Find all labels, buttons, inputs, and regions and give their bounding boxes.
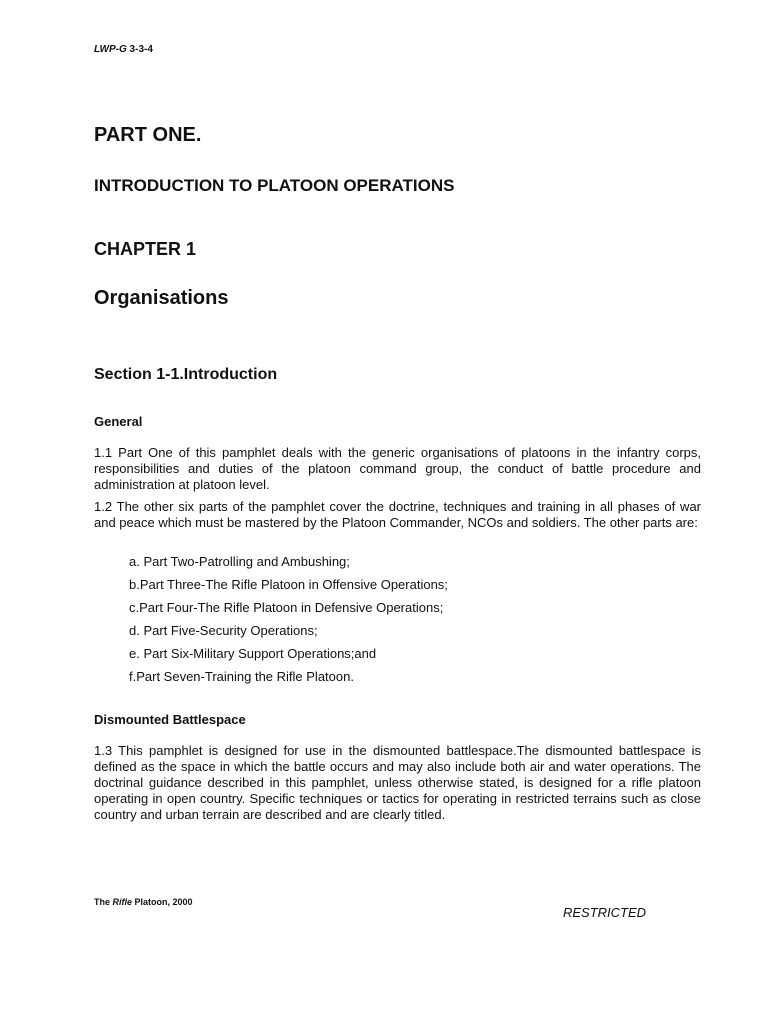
document-id-prefix: LWP-G — [94, 44, 127, 55]
classification-marking: RESTRICTED — [563, 905, 647, 920]
list-item: f.Part Seven-Training the Rifle Platoon. — [129, 669, 354, 684]
list-item: d. Part Five-Security Operations; — [129, 623, 318, 638]
footer-title-suffix: Platoon, 2000 — [132, 897, 193, 907]
document-id-number: 3-3-4 — [126, 44, 153, 55]
paragraph-1-1: 1.1 Part One of this pamphlet deals with the generic organisations of platoons in the infantry corps, responsibilities and duties of the platoon command group, the conduct of battle procedure and administration at platoon level. — [94, 445, 701, 492]
part-heading: PART ONE. — [94, 124, 202, 146]
list-item: c.Part Four-The Rifle Platoon in Defensive Operations; — [129, 600, 444, 615]
footer-title — [94, 897, 193, 907]
parts-list — [129, 554, 448, 692]
list-item: a. Part Two-Patrolling and Ambushing; — [129, 554, 350, 569]
chapter-title: Organisations — [94, 287, 229, 309]
general-heading: General — [94, 414, 143, 429]
footer-title-italic: Rifle — [112, 897, 133, 907]
document-id — [94, 44, 153, 55]
paragraph-1-2: 1.2 The other six parts of the pamphlet cover the doctrine, techniques and training in all phases of war and peace which must be mastered by the Platoon Commander, NCOs and soldiers. The other parts are: — [94, 499, 701, 530]
paragraph-1-3: 1.3 This pamphlet is designed for use in the dismounted battlespace.The dismounted battlespace is defined as the space in which the battle occurs and may also include both air and water operations. The doctrinal guidance described in this pamphlet, unless otherwise stated, is designed for a rifle platoon operating in open country. Specific techniques or tactics for operating in restricted terrains such as close country and urban terrain are described and are clearly titled. — [94, 743, 701, 822]
list-item: e. Part Six-Military Support Operations;and — [129, 646, 377, 661]
section-heading: Section 1-1.Introduction — [94, 366, 278, 383]
list-item: b.Part Three-The Rifle Platoon in Offensive Operations; — [129, 577, 448, 592]
dismounted-battlespace-heading: Dismounted Battlespace — [94, 712, 246, 727]
chapter-heading: CHAPTER 1 — [94, 239, 197, 259]
footer-title-prefix: The — [94, 897, 113, 907]
part-title: INTRODUCTION TO PLATOON OPERATIONS — [94, 176, 455, 195]
